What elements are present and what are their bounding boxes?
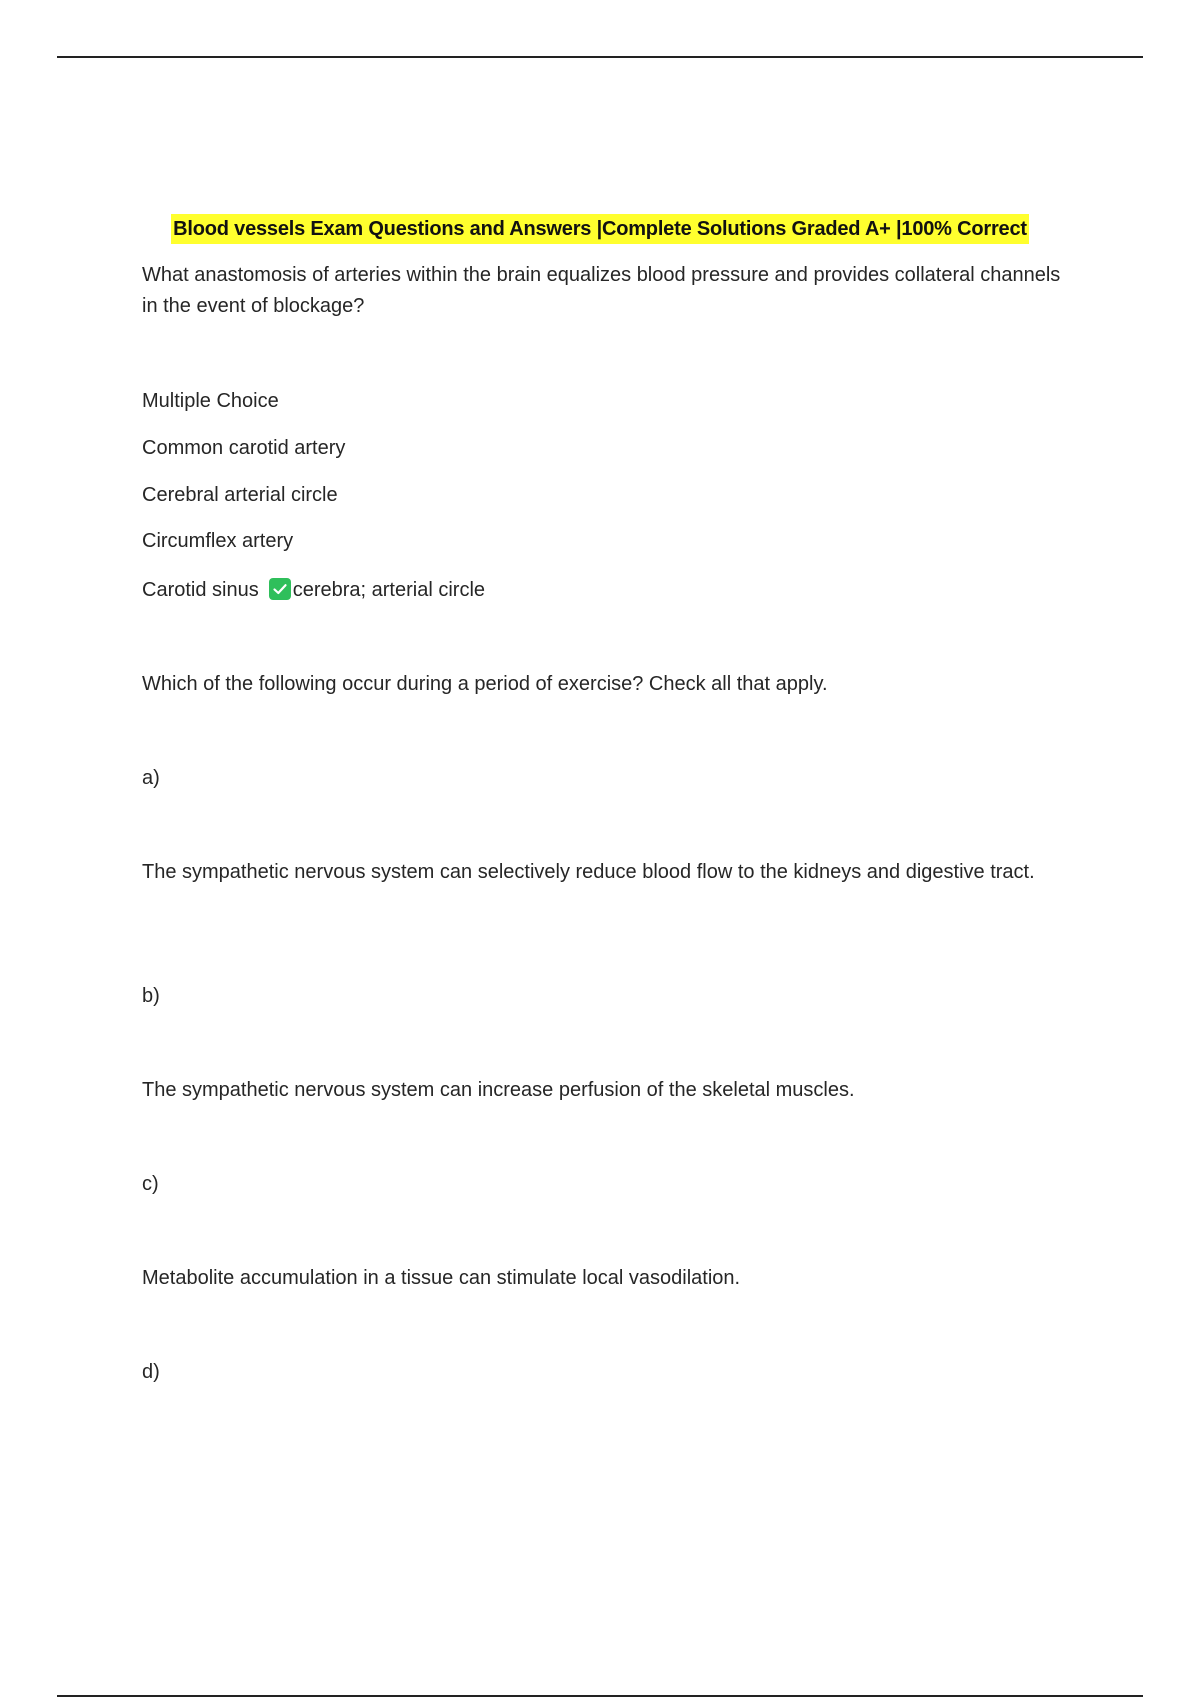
option-3: Circumflex artery (142, 530, 294, 552)
option-1: Common carotid artery (142, 437, 346, 459)
item-a-text: The sympathetic nervous system can selectively reduce blood flow to the kidneys and digestive tract. (142, 861, 1035, 883)
question-2-text: Which of the following occur during a period of exercise? Check all that apply. (142, 673, 828, 695)
check-mark-icon (269, 578, 291, 600)
bottom-rule (57, 1695, 1143, 1697)
question-1-type-label: Multiple Choice (142, 390, 279, 412)
question-1-text: What anastomosis of arteries within the brain equalizes blood pressure and provides collateral channels in the event of blockage? (142, 264, 1061, 317)
answer-text: cerebra; arterial circle (292, 579, 486, 601)
item-b-text: The sympathetic nervous system can increase perfusion of the skeletal muscles. (142, 1079, 855, 1101)
item-d-label: d) (142, 1361, 160, 1383)
option-2: Cerebral arterial circle (142, 484, 338, 506)
title-block (0, 214, 1200, 244)
item-c-label: c) (142, 1173, 159, 1195)
item-c-text: Metabolite accumulation in a tissue can stimulate local vasodilation. (142, 1267, 741, 1289)
item-a-label: a) (142, 767, 160, 789)
document-title: Blood vessels Exam Questions and Answers |Complete Solutions Graded A+ |100% Correct (171, 214, 1029, 244)
option-4: Carotid sinus (142, 579, 259, 601)
item-b-label: b) (142, 985, 160, 1007)
option-4-with-answer (142, 575, 1062, 606)
